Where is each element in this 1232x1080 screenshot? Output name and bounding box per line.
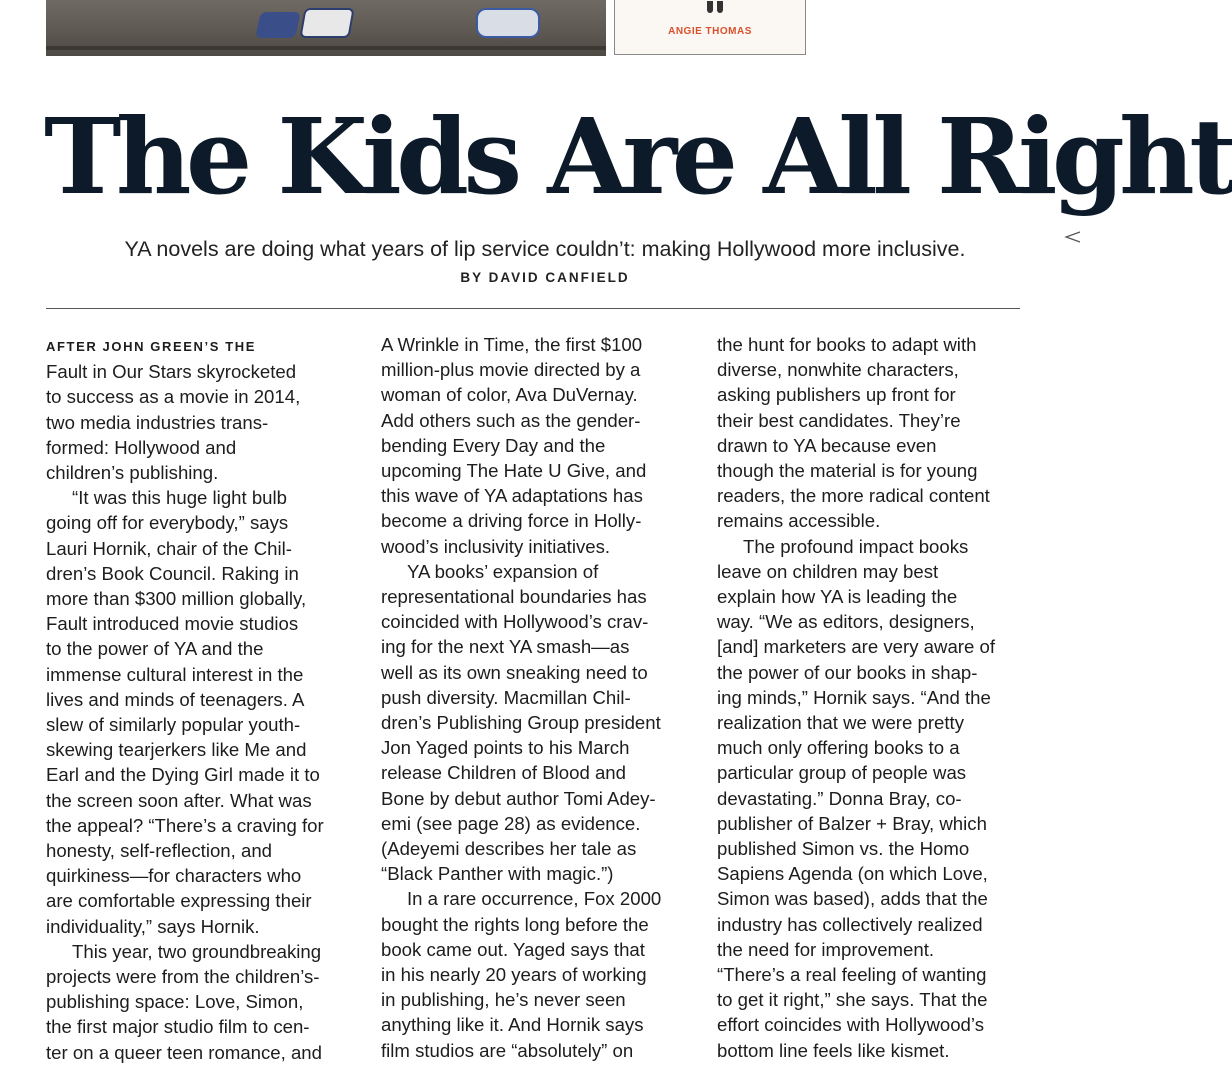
body-text-line: quirkiness—for characters who: [46, 865, 302, 887]
body-text-line: individuality,” says Hornik.: [46, 915, 260, 937]
article-deck: YA novels are doing what years of lip service couldn’t: making Hollywood more inclusive.: [124, 237, 966, 261]
body-text-line: immense cultural interest in the: [46, 663, 304, 685]
body-text-line: bought the rights long before the: [381, 913, 649, 935]
body-text-line: realization that we were pretty: [717, 712, 965, 734]
body-text-line: become a driving force in Holly-: [381, 510, 642, 532]
body-text-line: published Simon vs. the Homo: [717, 838, 970, 860]
body-text-line: A Wrinkle in Time, the first $100: [381, 334, 643, 355]
body-text-line: representational boundaries has: [381, 586, 647, 608]
body-column-1: [46, 332, 360, 1072]
body-text-line: in publishing, he’s never seen: [381, 989, 626, 1011]
body-text-line: million-plus movie directed by a: [381, 359, 641, 381]
body-text-line: YA books’ expansion of: [407, 560, 599, 582]
body-text-line: their best candidates. They’re: [717, 409, 961, 431]
body-text-line: Fault in Our Stars skyrocketed: [46, 361, 297, 383]
body-text-line: way. “We as editors, designers,: [717, 611, 975, 633]
body-text-line: skewing tearjerkers like Me and: [46, 739, 307, 761]
body-text-line: bottom line feels like kismet.: [717, 1039, 950, 1061]
body-text-line: push diversity. Macmillan Chil-: [381, 686, 631, 708]
body-text-line: [and] marketers are very aware of: [717, 636, 995, 658]
book-cover-thumbnail: [614, 0, 806, 55]
body-text-line: to success as a movie in 2014,: [46, 386, 301, 408]
body-text-line: remains accessible.: [717, 510, 881, 532]
body-text-line: The profound impact books: [743, 535, 969, 557]
body-text-line: particular group of people was: [717, 762, 967, 784]
article-byline: BY DAVID CANFIELD: [460, 270, 630, 285]
body-text-line: are comfortable expressing their: [46, 890, 312, 912]
body-text-line: honesty, self-reflection, and: [46, 840, 273, 862]
article-headline: The Kids Are All Right: [44, 95, 1232, 218]
body-text-line: the appeal? “There’s a craving for: [46, 814, 324, 836]
body-text-line: effort coincides with Hollywood’s: [717, 1014, 984, 1036]
body-column-2: [381, 332, 695, 1072]
body-text-line: release Children of Blood and: [381, 762, 626, 784]
body-text-line: drawn to YA because even: [717, 434, 937, 456]
body-text-line: Fault introduced movie studios: [46, 613, 299, 635]
body-text-line: book came out. Yaged says that: [381, 938, 645, 960]
body-text-line: lives and minds of teenagers. A: [46, 688, 305, 710]
body-text-line: coincided with Hollywood’s crav-: [381, 611, 649, 633]
body-text-line: leave on children may best: [717, 560, 939, 582]
body-text-line: Lauri Hornik, chair of the Chil-: [46, 537, 292, 559]
page-edge-arrow-icon: [1062, 228, 1080, 246]
body-text-line: film studios are “absolutely” on: [381, 1039, 634, 1061]
top-photo: [46, 0, 606, 56]
figure-illustration: [707, 0, 729, 14]
lead-line: [46, 332, 360, 359]
body-text-line: “Black Panther with magic.”): [381, 863, 614, 885]
curb-line: [46, 46, 606, 50]
body-text-line: Jon Yaged points to his March: [381, 737, 630, 759]
book-author-name: ANGIE THOMAS: [668, 26, 752, 37]
body-text-line: emi (see page 28) as evidence.: [381, 812, 641, 834]
body-text-line: going off for everybody,” says: [46, 512, 289, 534]
lead-in-caps: AFTER JOHN GREEN’S THE: [46, 339, 256, 354]
body-text-line: Bone by debut author Tomi Adey-: [381, 787, 656, 809]
body-text-line: well as its own sneaking need to: [381, 661, 648, 683]
body-text-line: ing minds,” Hornik says. “And the: [717, 686, 991, 708]
body-text-line: the need for improvement.: [717, 938, 935, 960]
body-text-line: “It was this huge light bulb: [72, 487, 287, 509]
sneaker-shape: [255, 12, 301, 38]
body-text-line: though the material is for young: [717, 460, 978, 482]
body-text-line: Sapiens Agenda (on which Love,: [717, 863, 988, 885]
body-text-line: formed: Hollywood and: [46, 436, 237, 458]
body-text-line: children’s publishing.: [46, 462, 219, 484]
body-text-line: Simon was based), adds that the: [717, 888, 988, 910]
body-text-line: the first major studio film to cen-: [46, 1016, 310, 1038]
body-text-line: much only offering books to a: [717, 737, 960, 759]
body-text-line: asking publishers up front for: [717, 384, 956, 406]
body-text-line: “There’s a real feeling of wanting: [717, 964, 987, 986]
body-text-line: dren’s Book Council. Raking in: [46, 562, 299, 584]
section-divider: [46, 308, 1020, 309]
sneaker-shape: [476, 8, 540, 38]
body-text-line: two media industries trans-: [46, 411, 269, 433]
body-text-line: ter on a queer teen romance, and: [46, 1041, 322, 1063]
body-text-line: to the power of YA and the: [46, 638, 264, 660]
body-text-line: this wave of YA adaptations has: [381, 485, 643, 507]
body-text-line: woman of color, Ava DuVernay.: [381, 384, 638, 406]
body-text-line: upcoming The Hate U Give, and: [381, 460, 647, 482]
sneaker-shape: [299, 8, 354, 38]
body-text-line: ing for the next YA smash—as: [381, 636, 630, 658]
body-text-line: publishing space: Love, Simon,: [46, 991, 304, 1013]
body-text-line: Earl and the Dying Girl made it to: [46, 764, 320, 786]
body-text-line: industry has collectively realized: [717, 913, 983, 935]
body-text-line: Add others such as the gender-: [381, 409, 641, 431]
body-text-line: the screen soon after. What was: [46, 789, 312, 811]
body-text-line: slew of similarly popular youth-: [46, 714, 301, 736]
body-text-line: readers, the more radical content: [717, 485, 990, 507]
body-text-line: explain how YA is leading the: [717, 586, 958, 608]
body-text-line: in his nearly 20 years of working: [381, 964, 647, 986]
body-column-3: [717, 332, 1031, 1072]
body-text-line: the hunt for books to adapt with: [717, 334, 977, 355]
body-text-line: to get it right,” she says. That the: [717, 989, 988, 1011]
body-text-line: publisher of Balzer + Bray, which: [717, 812, 987, 834]
body-text-line: diverse, nonwhite characters,: [717, 359, 959, 381]
body-text-line: bending Every Day and the: [381, 434, 606, 456]
body-text-line: dren’s Publishing Group president: [381, 712, 661, 734]
body-text-line: projects were from the children’s-: [46, 966, 320, 988]
body-text-line: anything like it. And Hornik says: [381, 1014, 644, 1036]
body-text-line: the power of our books in shap-: [717, 661, 978, 683]
body-text-line: In a rare occurrence, Fox 2000: [407, 888, 662, 910]
body-text-line: more than $300 million globally,: [46, 588, 307, 610]
body-text-line: wood’s inclusivity initiatives.: [381, 535, 611, 557]
body-text-line: devastating.” Donna Bray, co-: [717, 787, 962, 809]
body-text-line: (Adeyemi describes her tale as: [381, 838, 637, 860]
body-text-line: This year, two groundbreaking: [72, 940, 322, 962]
